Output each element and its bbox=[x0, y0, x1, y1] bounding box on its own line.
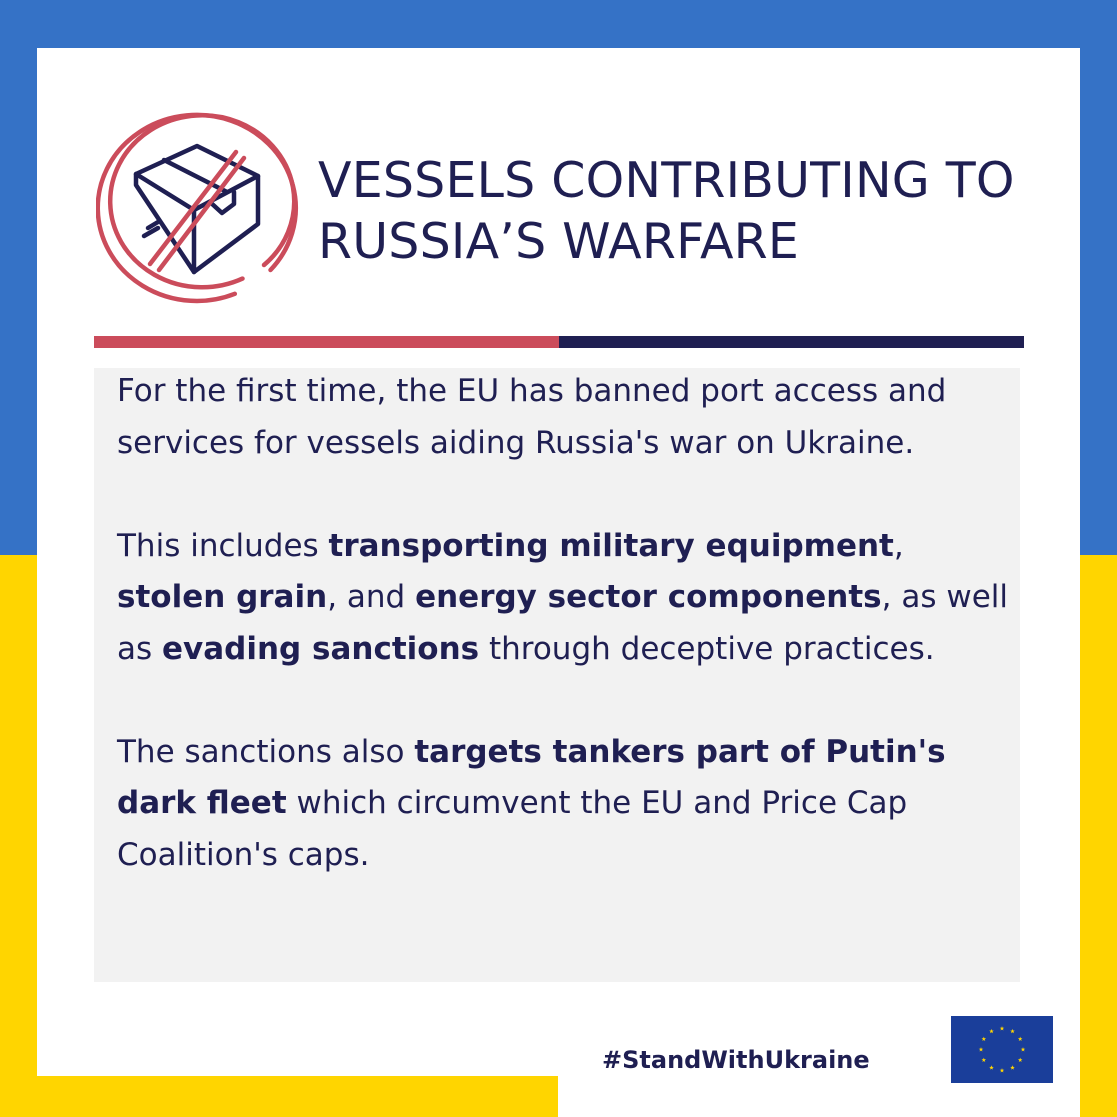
paragraph-intro-text: For the first time, the EU has banned port access and services for vessels aiding Russia's war on Ukraine. bbox=[117, 373, 947, 461]
eu-flag-icon bbox=[951, 1016, 1053, 1083]
paragraph-tankers-text-1: The sanctions also bbox=[117, 733, 415, 770]
divider-navy-segment bbox=[559, 336, 1024, 348]
highlight-dark-fleet: targets tankers part of Putin's dark fleet bbox=[117, 733, 946, 821]
paragraph-includes-text-3: , and bbox=[327, 579, 416, 615]
body-text bbox=[117, 366, 1017, 881]
paragraph-intro bbox=[117, 366, 1017, 469]
paragraph-includes-text-4: , as well as bbox=[117, 579, 1008, 667]
title-line-1: VESSELS CONTRIBUTING TO bbox=[318, 152, 1015, 209]
title-line-2: RUSSIA’S WARFARE bbox=[318, 213, 800, 270]
paragraph-includes bbox=[117, 521, 1017, 676]
paragraph-tankers bbox=[117, 727, 1017, 882]
paragraph-includes-text-5: through deceptive practices. bbox=[479, 630, 935, 667]
page-title bbox=[318, 150, 1015, 272]
highlight-military-equipment: transporting military equipment bbox=[328, 527, 894, 564]
highlight-energy-components: energy sector components bbox=[415, 579, 882, 615]
hashtag: #StandWithUkraine bbox=[602, 1046, 870, 1074]
no-package-icon bbox=[96, 112, 300, 304]
divider-red-segment bbox=[94, 336, 559, 348]
paragraph-includes-text-2: , bbox=[893, 527, 904, 564]
highlight-evading-sanctions: evading sanctions bbox=[162, 630, 480, 667]
paragraph-tankers-text-2: which circumvent the EU and Price Cap Coalition's caps. bbox=[117, 785, 908, 873]
paragraph-includes-text-1: This includes bbox=[117, 527, 329, 564]
highlight-stolen-grain: stolen grain bbox=[117, 579, 328, 615]
